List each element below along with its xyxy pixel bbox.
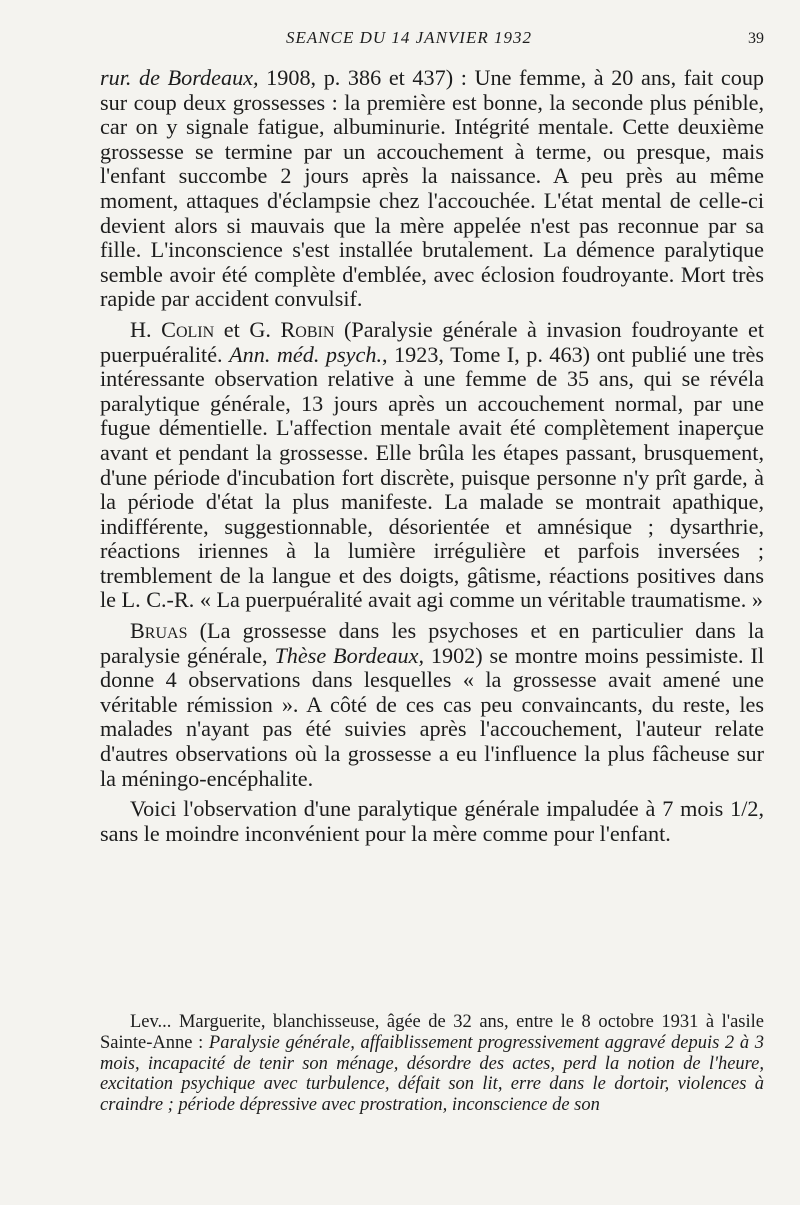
author-name: Bruas [130, 618, 188, 644]
italic-text: Ann. méd. psych. [229, 341, 382, 367]
text-run: 1902) se montre moins pessimiste. Il donne 4 observations dans lesquelles « la grossesse avait amené une véritable rémission ». A côté de ces cas peu convaincants, du reste, les malades n'ayant pas été suivies après l'accouchement, l'auteur relate d'autres observations où la grossesse a eu l'influence la plus fâcheuse sur la méningo-encéphalite. [100, 642, 764, 791]
main-text [100, 66, 764, 846]
text-run: Voici l'observation d'une paralytique générale impaludée à 7 mois 1/2, sans le moindre inconvénient pour la mère comme pour l'enfant. [100, 796, 764, 846]
text-run: et G. [214, 316, 281, 342]
author-name: Robin [280, 316, 335, 342]
page-number: 39 [748, 30, 764, 47]
running-head: SEANCE DU 14 JANVIER 1932 [286, 28, 532, 47]
text-run: (Paralysie générale à invasion foudroyante et puerpuéralité. [100, 316, 764, 367]
paragraph-1 [100, 66, 764, 312]
paragraph-4 [100, 797, 764, 846]
italic-text: Paralysie générale, affaiblissement progressivement aggravé depuis 2 à 3 mois, incapacité de tenir son ménage, désordre des actes, perd la notion de l'heure, excitation psychique avec turbulence, défait son lit, erre dans le dortoir, violences à craindre ; période dépressive avec prostration, inconscience de son [100, 1032, 764, 1116]
italic-text: rur. de Bordeaux, [100, 65, 259, 90]
italic-text: Thèse Bordeaux, [274, 642, 425, 668]
text-run: , 1923, Tome I, p. 463) ont publié une très intéressante observation relative à une femme de 35 ans, qui se révéla paralytique générale, 13 jours après un accouchement normal, par une fugue démentielle. L'affection mentale avait été complètement inaperçue avant et pendant la grossesse. Elle brûla les étapes passant, brusquement, d'une période d'incubation fort discrète, puisque personne n'y prît garde, à la période d'état la plus manifeste. La malade se montrait apathique, indifférente, suggestionnable, désorientée et amnésique ; dysarthrie, réactions iriennes à la lumière irrégulière et parfois inversées ; tremblement de la langue et des doigts, gâtisme, réactions positives dans le L. C.-R. « La puerpuéralité avait agi comme un véritable traumatisme. » [100, 341, 764, 613]
text-run: 1908, p. 386 et 437) : Une femme, à 20 ans, fait coup sur coup deux grossesses : la première est bonne, la seconde plus pénible, car on y signale fatigue, albuminurie. Intégrité mentale. Cette deuxième grossesse se termine par un accouchement à terme, ou presque, mais l'enfant succombe 2 jours après la naissance. A peu près au même moment, attaques d'éclampsie chez l'accouchée. L'état mental de celle-ci devient alors si mauvais que la mère appelée n'est pas reconnue par sa fille. L'inconscience s'est installée brutalement. La démence paralytique semble avoir été complète d'emblée, avec éclosion foudroyante. Mort très rapide par accident convulsif. [100, 65, 765, 312]
author-name: H. Colin [130, 316, 215, 342]
page-header [100, 28, 764, 58]
text-run: Lev... Marguerite, blanchisseuse, âgée de 32 ans, entre le 8 octobre 1931 à l'asile Sainte-Anne : [100, 1012, 764, 1053]
clinical-observation [100, 1012, 764, 1116]
observation-text [100, 1012, 764, 1116]
text-run: (La grossesse dans les psychoses et en particulier dans la paralysie générale, [100, 618, 764, 668]
paragraph-3 [100, 619, 764, 791]
paragraph-2 [100, 318, 764, 613]
